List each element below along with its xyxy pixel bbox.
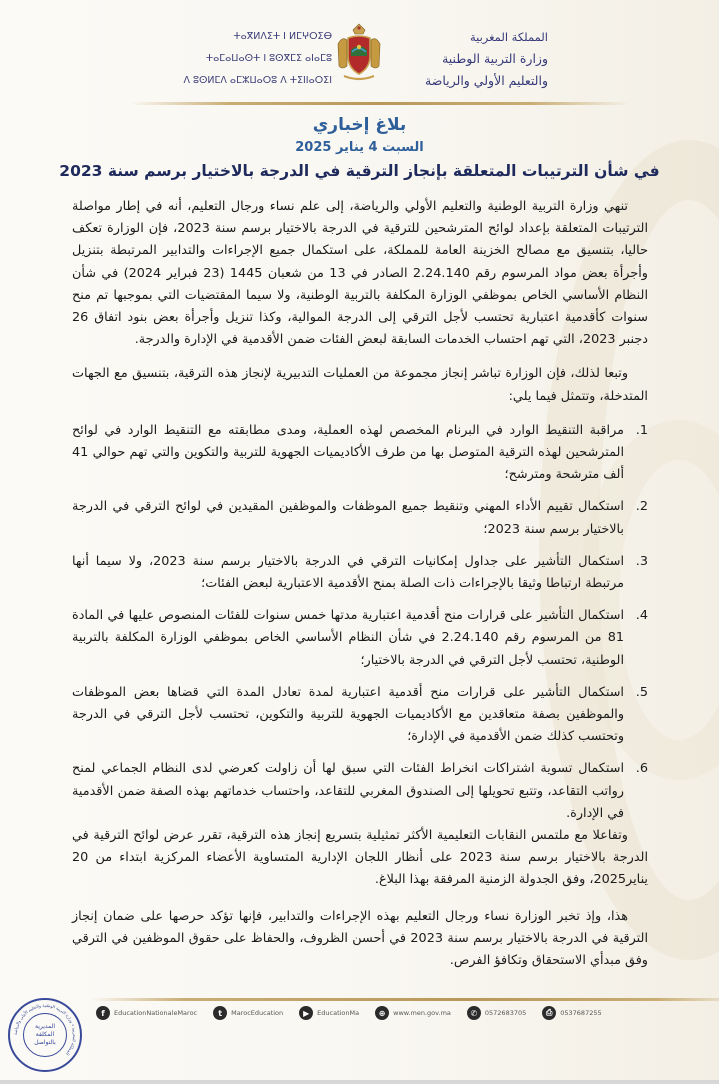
list-item [72,758,648,825]
youtube-link[interactable] [299,1006,359,1020]
list-number: 5. [635,684,648,700]
list-number: 4. [635,608,648,624]
intro-paragraph: تنهي وزارة التربية الوطنية والتعليم الأولي والرياضة، إلى علم نساء ورجال التعليم، أنه في إطار مواصلة الترتيبات المتعلقة بإعداد لوائح المترشحين للترقية في الدرجة بالاختيار برسم سنة 2023، فإن الوزارة تعكف حاليا، بتنسيق مع مصالح الخزينة العامة للمملكة، على استكمال جميع الإجراءات والتدابير المرتبطة بتنزيل وأجرأة بعض مواد المرسوم رقم 2.24.140 الصادر في 13 من شعبان 1445 (23 فبراير 2024) في شأن النظام الأساسي الخاص بموظفي الوزارة المكلفة بالتربية الوطنية، ولا سيما المقتضيات التي بموجبها تم منح سنوات كأقدمية اعتبارية تحتسب لأجل الترقي إلى الدرجة الموالية، وكذا تنزيل وأجرأة بعض بنود اتفاق 26 دجنبر 2023، التي تهم احتساب الخدمات السابقة لبعض الفئات ضمن الأقدمية في الإدارة والدرجة. [72,199,649,348]
title-block [0,113,719,182]
document-subject: في شأن الترتيبات المتعلقة بإنجاز الترقية في الدرجة بالاختيار برسم سنة 2023 [59,162,660,180]
list-item [72,496,648,540]
stamp-line: المديرية [35,1023,55,1031]
list-text: استكمال تسوية اشتراكات انخراط الفئات التي سبق لها أن زاولت كعرضي لدى النظام الجماعي لمنح رواتب التقاعد، وتتبع تحويلها إلى الصندوق المغربي للتقاعد، واحتساب خدماتهم بهذه الصفة ضمن الأقدمية في الإدارة. [72,761,624,821]
list-item [72,682,648,749]
list-text: مراقبة التنقيط الوارد في البرنام المخصص لهذه العملية، ومدى مطابقته مع التنقيط الوارد في لوائح المترشحين لهذه الترقية المتوصل بها من طرف الأكاديميات الجهوية للتربية والتكوين والتي تهم حوالي 41 ألف مترشحة ومترشح؛ [72,422,624,483]
facebook-label: EducationNationaleMaroc [114,1009,198,1018]
youtube-icon: ▶ [299,1006,313,1020]
lead-paragraph: وتبعا لذلك، فإن الوزارة تباشر إنجاز مجموعة من العمليات التدبيرية لإنجاز هذه الترقية، بتنسيق مع الجهات المتدخلة، وتتمثل فيما يلي: [72,366,648,404]
communication-directorate-stamp [8,998,82,1072]
letterhead-tifinagh [172,26,332,92]
list-number: 6. [635,761,648,777]
fax-label: 0537687255 [560,1009,602,1018]
svg-text:المملكة المغربية • وزارة الترب [13,1003,77,1057]
twitter-link[interactable] [213,1006,283,1020]
list-text: استكمال التأشير على جداول إمكانيات الترقي في الدرجة بالاختيار برسم سنة 2023، ولا سيما أنها مرتبطة ارتباطا وثيقا بالإجراءات ذات الصلة بمنح الأقدمية الاعتبارية لبعض الفئات؛ [72,553,625,592]
phone-label: 0572683705 [484,1009,527,1018]
document-title: بلاغ إخباري [312,115,407,135]
letterhead [0,0,719,96]
footer-area [0,988,719,1084]
youtube-label: EducationMa [317,1009,360,1018]
stamp-line: المكلفة [35,1031,55,1039]
tifinagh-line: ⵜⴰⵎⴰⵡⴰⵙⵜ ⵏ ⵓⵙⴳⵎⵉ ⴰⵏⴰⵎⵓ [205,53,332,64]
list-number: 3. [635,553,648,569]
org-line-kingdom: المملكة المغربية [469,30,548,44]
stamp-ring [11,1001,79,1069]
list-item [72,551,648,595]
website-label: www.men.gov.ma [393,1009,451,1018]
stamp-line: بالتواصل [34,1039,56,1047]
stamp-ring-text: المملكة المغربية • وزارة التربية الوطنية والتعليم الأولي والرياضة [12,1003,78,1057]
tifinagh-line: ⴷ ⵓⵙⵍⵎⴷ ⴰⵎⵣⵡⴰⵔⵓ ⴷ ⵜⵉⵏⵏⴰⵔⵉⵏ [183,75,332,86]
bottom-edge [0,1080,719,1084]
coat-of-arms-icon [336,22,382,84]
closing-paragraph: هذا، وإذ تخبر الوزارة نساء ورجال التعليم بهذه الإجراءات والتدابير، فإنها تؤكد حرصها على ضمان إنجاز الترقية في الدرجة بالاختيار برسم سنة 2023 في أحسن الظروف، والحفاظ على حقوق الموظفين في الترقي وفق مبدأي الاستحقاق وتكافؤ الفرص. [72,908,648,969]
gold-divider-top [130,102,630,105]
phone-icon: ✆ [467,1006,481,1020]
twitter-label: MarocEducation [231,1009,284,1018]
org-line-ministry-cont: والتعليم الأولي والرياضة [425,73,548,88]
twitter-icon: t [213,1006,227,1020]
facebook-icon: f [96,1006,110,1020]
footer-contacts [96,1006,706,1020]
list-number: 1. [635,422,648,438]
website-link[interactable] [375,1006,451,1020]
gold-divider-bottom [90,998,719,1001]
document-date: السبت 4 يناير 2025 [295,140,424,155]
list-number: 2. [635,499,648,515]
list-item [72,420,648,487]
document-body [72,196,648,972]
list-text: استكمال تقييم الأداء المهني وتنقيط جميع الموظفات والموظفين المقيدين في لوائح الترقي في الدرجة بالاختيار برسم سنة 2023؛ [72,499,624,537]
list-text: استكمال التأشير على قرارات منح أقدمية اعتبارية مدتها خمس سنوات للفئات المنصوص عليها في المادة 81 من المرسوم رقم 2.24.140 في شأن النظام الأساسي الخاص بموظفي الوزارة المكلفة بالتربية الوطنية، تحتسب لأجل الترقي في الدرجة بالاختيار؛ [72,608,624,668]
tifinagh-line: ⵜⴰⴳⵍⴷⵉⵜ ⵏ ⵍⵎⵖⵔⵉⴱ [233,31,332,42]
globe-icon: ⊕ [375,1006,389,1020]
phone-contact [467,1006,526,1020]
list-item [72,605,648,672]
fax-contact [542,1006,601,1020]
fax-icon: ⎙ [542,1006,556,1020]
letterhead-arabic [388,26,548,92]
org-line-ministry: وزارة التربية الوطنية [442,51,548,66]
measures-list [72,420,648,825]
followup-paragraph: وتفاعلا مع ملتمس النقابات التعليمية الأكثر تمثيلية بتسريع إنجاز هذه الترقية، تقرر عرض لوائح الترقية في الدرجة بالاختيار برسم سنة 2023 على أنظار اللجان الإدارية المتساوية الأعضاء المركزية ابتداء من 20 يناير2025، وفق الجدولة الزمنية المرفقة بهذا البلاغ. [72,828,649,888]
list-text: استكمال التأشير على قرارات منح أقدمية اعتبارية لمدة تعادل المدة التي قضاها بعض الموظفات والموظفين بصفة متعاقدين مع الأكاديميات الجهوية للتربية والتكوين، تحتسب لأجل الترقي في الدرجة وتحتسب كذلك ضمن الأقدمية في الإدارة؛ [72,684,624,745]
facebook-link[interactable] [96,1006,197,1020]
